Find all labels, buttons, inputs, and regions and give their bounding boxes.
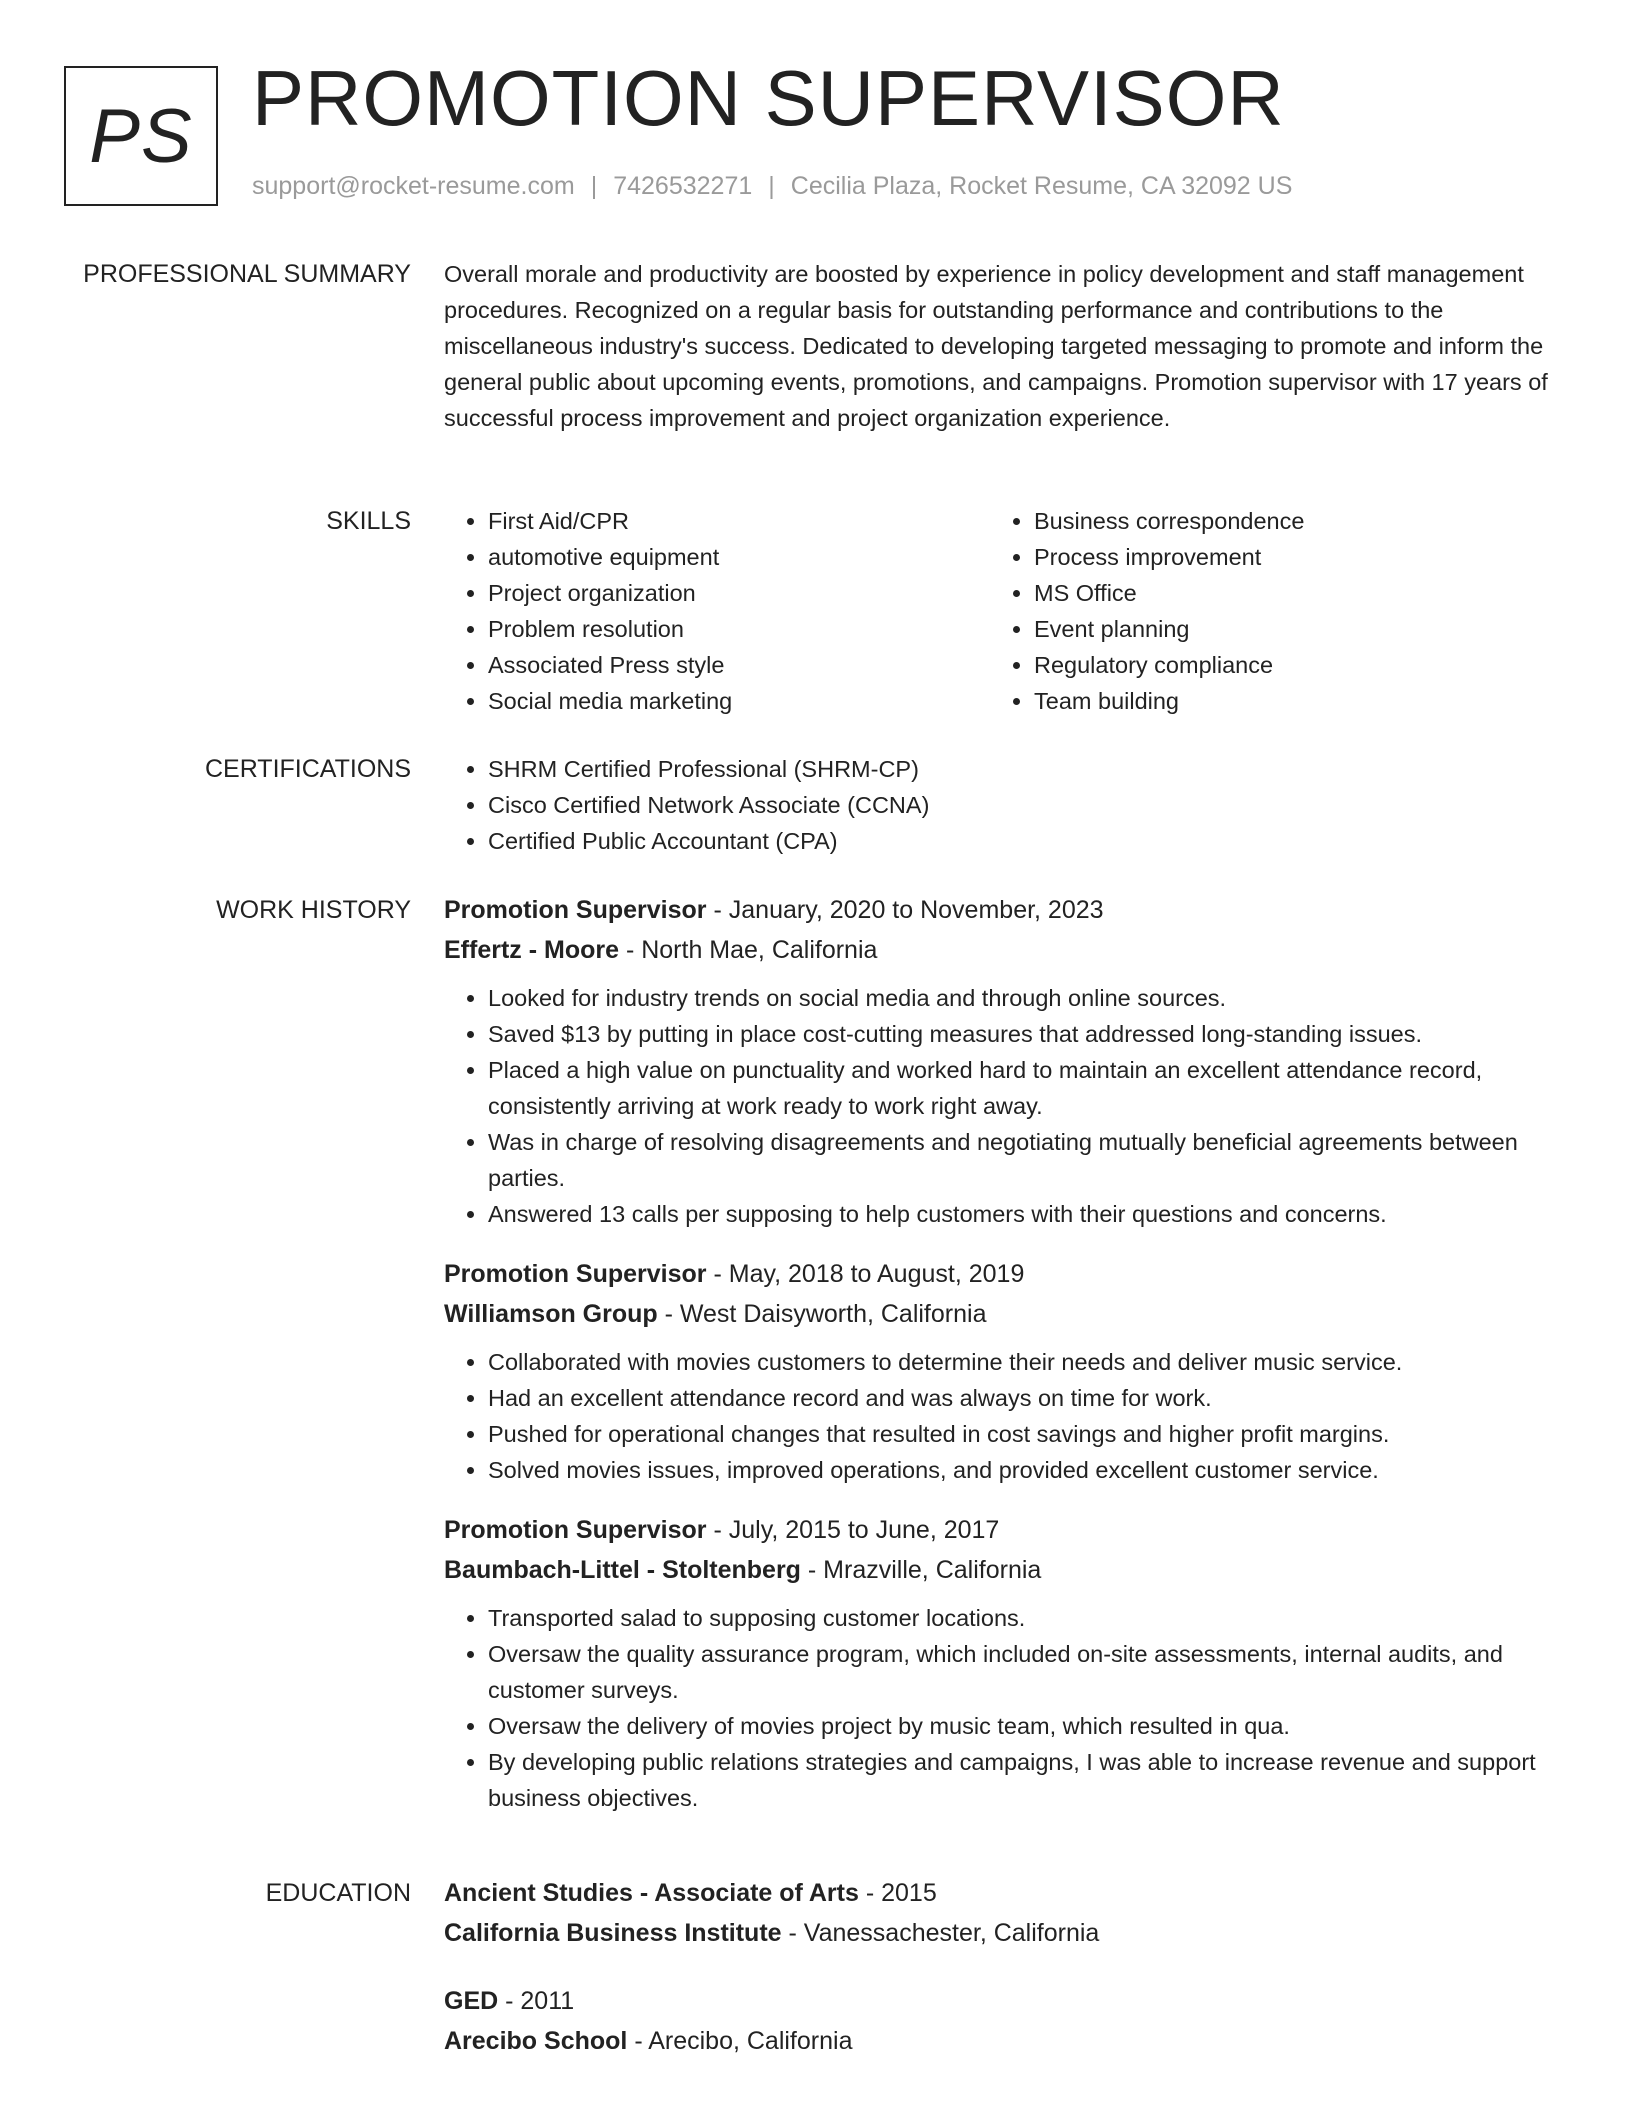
skills-body [444,503,1554,719]
contact-separator: | [768,172,775,200]
education-degree: GED [444,1987,499,2015]
job-bullet: • By developing public relations strategies and campaigns, I was able to increase revenue and support business objectives. [488,1744,1554,1816]
job-location: - West Daisyworth, California [657,1300,987,1328]
job-bullets [444,980,1554,1232]
certification-item: • Cisco Certified Network Associate (CCNA) [488,787,1554,823]
skill-item: • Event planning [1034,611,1536,647]
job-company: Baumbach-Littel - Stoltenberg [444,1556,801,1584]
education-degree-line [444,1981,1554,2021]
education-degree-line [444,1873,1554,1913]
section-label-certifications: CERTIFICATIONS [204,755,411,783]
job-bullet: • Had an excellent attendance record and was always on time for work. [488,1380,1554,1416]
job-company-line [444,1294,1554,1334]
job-company-line [444,930,1554,970]
skill-item: • First Aid/CPR [488,503,990,539]
job-title: Promotion Supervisor [444,1516,707,1544]
work-history-body [444,890,1554,1838]
skill-item: • Team building [1034,683,1536,719]
education-entry [444,1981,1554,2061]
certifications-body [444,751,1554,859]
job-title: Promotion Supervisor [444,1260,707,1288]
certifications-list [444,751,1554,859]
certification-item: • Certified Public Accountant (CPA) [488,823,1554,859]
job-title: Promotion Supervisor [444,896,707,924]
job-bullets [444,1600,1554,1816]
job-title-line [444,890,1554,930]
job-bullet: • Was in charge of resolving disagreements and negotiating mutually beneficial agreements between parties. [488,1124,1554,1196]
skill-item: • MS Office [1034,575,1536,611]
job-company: Williamson Group [444,1300,658,1328]
skill-item: • Project organization [488,575,990,611]
skill-item: • Associated Press style [488,647,990,683]
job-bullet: • Saved $13 by putting in place cost-cutting measures that addressed long-standing issues. [488,1016,1554,1052]
summary-text: Overall morale and productivity are boosted by experience in policy development and staff management procedures. Recognized on a regular basis for outstanding performance and contributions to the miscellaneous industry's success. Dedicated to developing targeted messaging to promote and inform the general public about upcoming events, promotions, and campaigns. Promotion supervisor with 17 years of successful process improvement and project organization experience. [444,261,1548,431]
job-dates: - May, 2018 to August, 2019 [706,1260,1025,1288]
contact-email[interactable]: support@rocket-resume.com [252,172,575,200]
job-bullets [444,1344,1554,1488]
section-label-education: EDUCATION [265,1879,411,1907]
job-title-line [444,1254,1554,1294]
education-school-line [444,2021,1554,2061]
job-location: - North Mae, California [619,936,878,964]
job-bullet: • Looked for industry trends on social media and through online sources. [488,980,1554,1016]
skill-item: • Process improvement [1034,539,1536,575]
job-title-line [444,1510,1554,1550]
job-dates: - July, 2015 to June, 2017 [706,1516,1000,1544]
education-entry [444,1873,1554,1953]
resume-title: PROMOTION SUPERVISOR [252,54,1285,142]
education-body [444,1873,1554,2089]
job-bullet: • Transported salad to supposing customer locations. [488,1600,1554,1636]
job-bullet: • Placed a high value on punctuality and worked hard to maintain an excellent attendance record, consistently arriving at work ready to work right away. [488,1052,1554,1124]
job-entry [444,890,1554,1232]
education-school: California Business Institute [444,1919,782,1947]
education-year: - 2015 [858,1879,937,1907]
skill-item: • Regulatory compliance [1034,647,1536,683]
skill-item: • Social media marketing [488,683,990,719]
job-bullet: • Pushed for operational changes that resulted in cost savings and higher profit margins. [488,1416,1554,1452]
job-company: Effertz - Moore [444,936,619,964]
monogram-initials: PS [89,93,193,179]
education-degree: Ancient Studies - Associate of Arts [444,1879,859,1907]
job-bullet: • Oversaw the quality assurance program, which included on-site assessments, internal audits, and customer surveys. [488,1636,1554,1708]
skill-item: • Problem resolution [488,611,990,647]
job-entry [444,1254,1554,1488]
job-bullet: • Answered 13 calls per supposing to help customers with their questions and concerns. [488,1196,1554,1232]
summary-body [444,256,1554,436]
education-school-line [444,1913,1554,1953]
job-bullet: • Collaborated with movies customers to determine their needs and deliver music service. [488,1344,1554,1380]
job-location: - Mrazville, California [800,1556,1042,1584]
skill-item: • automotive equipment [488,539,990,575]
section-label-summary: PROFESSIONAL SUMMARY [83,260,411,288]
section-label-work-history: WORK HISTORY [216,896,411,924]
job-bullet: • Oversaw the delivery of movies project by music team, which resulted in qua. [488,1708,1554,1744]
education-school: Arecibo School [444,2027,628,2055]
job-entry [444,1510,1554,1816]
contact-phone[interactable]: 7426532271 [613,172,753,200]
monogram-box [64,66,218,206]
education-location: - Vanessachester, California [781,1919,1100,1947]
contact-address: Cecilia Plaza, Rocket Resume, CA 32092 US [790,172,1293,200]
section-label-skills: SKILLS [326,507,411,535]
job-bullet: • Solved movies issues, improved operations, and provided excellent customer service. [488,1452,1554,1488]
contact-separator: | [590,172,598,200]
contact-line [252,172,1292,201]
education-year: - 2011 [498,1987,575,2015]
certification-item: • SHRM Certified Professional (SHRM-CP) [488,751,1554,787]
skills-column-1 [444,503,990,719]
job-company-line [444,1550,1554,1590]
education-location: - Arecibo, California [627,2027,853,2055]
job-dates: - January, 2020 to November, 2023 [706,896,1104,924]
skills-column-2 [990,503,1536,719]
skill-item: • Business correspondence [1034,503,1536,539]
